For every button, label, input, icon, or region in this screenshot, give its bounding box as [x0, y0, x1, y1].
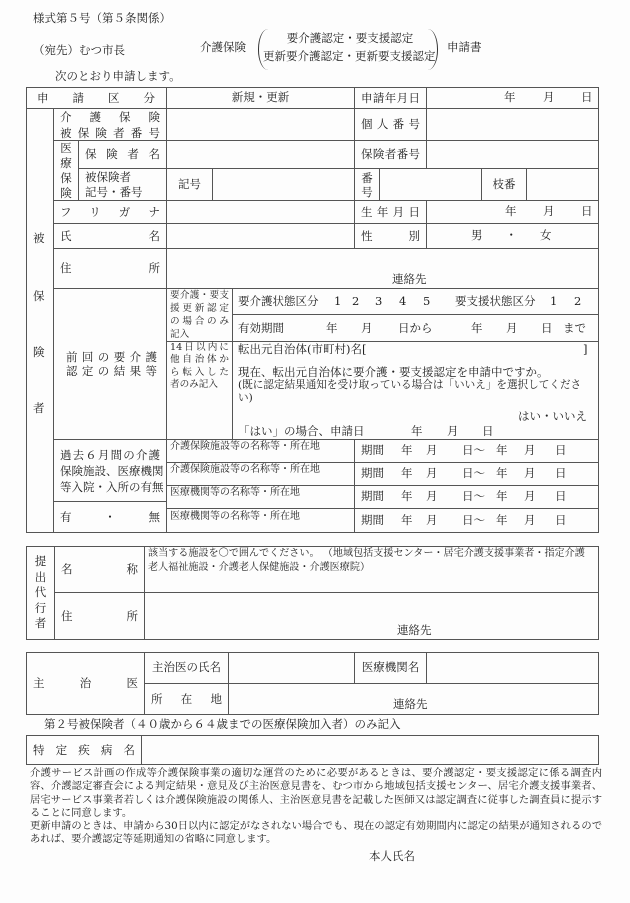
transfer-origin-label: 転出元自治体(市町村)名[: [238, 342, 367, 356]
if-yes-application-date-label: 「はい」の場合、申請日: [238, 424, 365, 438]
year-unit: 年: [326, 321, 338, 335]
day-unit: 日: [555, 489, 567, 503]
address-label: 住所: [60, 261, 160, 275]
month-unit: 月: [361, 321, 373, 335]
gender-label-cell: [354, 223, 427, 249]
furigana-field[interactable]: [166, 200, 355, 224]
day-unit: 日: [555, 443, 567, 457]
previous-certification-label-cell: [53, 288, 167, 440]
physician-address-label: 所在地: [151, 691, 222, 706]
year-unit: 年: [496, 489, 508, 503]
period-field[interactable]: [354, 439, 599, 463]
personal-number-label-cell: [354, 108, 427, 141]
year-unit: 年: [401, 466, 413, 480]
medical-insurance-vertical-char: 療: [60, 155, 72, 170]
year-unit: 年: [411, 424, 423, 438]
month-unit: 月: [524, 489, 536, 503]
facility-label: 医療機関等の名称等・所在地: [170, 487, 300, 498]
name-label: 氏名: [60, 228, 160, 243]
symbol-label: 記号: [178, 176, 201, 191]
insured-vertical-char: 険: [33, 345, 45, 359]
physician-name-label-cell: [144, 652, 229, 684]
insurer-number-label-cell: [354, 140, 427, 169]
insurer-name-label-cell: [78, 140, 167, 169]
previous-certification-label-line2: 認定の結果等: [66, 364, 157, 378]
number-label-char: 番: [361, 170, 373, 185]
facility-field[interactable]: [166, 508, 355, 533]
name-label-cell: [53, 223, 167, 249]
day-to-unit: 日～: [462, 513, 485, 527]
facility-field[interactable]: [166, 462, 355, 486]
month-unit: 月: [426, 466, 438, 480]
insurer-number-label: 保険者番号: [361, 147, 420, 161]
support-level-label: 要支援状態区分: [455, 294, 536, 308]
specified-disease-field[interactable]: [141, 735, 599, 765]
renewal-only-note: [166, 288, 233, 342]
care-insurance-number-label-line2: 被保険者番号: [60, 125, 160, 140]
insurer-name-label: 保険者名: [85, 147, 160, 161]
yes-no-options[interactable]: はい・いいえ: [518, 409, 587, 423]
physician-contact-label: 連絡先: [393, 697, 428, 711]
year-unit: 年: [471, 321, 483, 335]
year-unit: 年: [505, 204, 517, 218]
month-unit: 月: [524, 466, 536, 480]
care-insurance-number-label-line1: 介護保険: [60, 109, 160, 124]
month-unit: 月: [543, 90, 555, 104]
period-field[interactable]: [354, 462, 599, 486]
application-date-field[interactable]: [426, 87, 599, 109]
care-level-row: [232, 288, 599, 315]
year-unit: 年: [401, 513, 413, 527]
medical-institution-field[interactable]: [426, 652, 599, 684]
secondary-insured-note: 第２号被保険者（４０歳から６４歳までの医療保険加入者）のみ記入: [44, 717, 401, 731]
day-unit: 日: [555, 513, 567, 527]
proxy-name-note: 該当する施設を〇で囲んでください。 （地域包括支援センター・居宅介護支援事業者・指定介護老人福祉施設・介護老人保健施設・介護医療院）: [148, 548, 585, 573]
month-unit: 月: [543, 204, 555, 218]
application-type-options[interactable]: 新規・更新: [231, 90, 290, 105]
admission-history-label-cell: [53, 439, 167, 502]
proxy-address-label-cell: [54, 592, 145, 640]
facility-label: 介護保険施設等の名称等・所在地: [170, 441, 320, 452]
medical-institution-label-cell: [354, 652, 427, 684]
insurer-number-field[interactable]: [426, 140, 599, 169]
proxy-name-label: 名称: [61, 562, 138, 576]
day-unit: 日: [581, 90, 593, 104]
support-level-option[interactable]: 1: [550, 294, 558, 308]
year-unit: 年: [496, 466, 508, 480]
day-to-unit: 日～: [462, 443, 485, 457]
period-label: 期間: [361, 489, 384, 503]
proxy-vertical-char: 提: [34, 554, 47, 569]
facility-label: 介護保険施設等の名称等・所在地: [170, 464, 320, 475]
furigana-label: フリガナ: [60, 204, 160, 219]
admission-history-label-line: 過去６月間の介護: [60, 447, 160, 462]
insured-symbol-number-label-line1: 被保険者: [85, 169, 131, 184]
care-level-option[interactable]: 2: [352, 294, 360, 308]
renewal-note-line: 援更新認定: [170, 303, 229, 314]
month-unit: 月: [506, 321, 518, 335]
number-field[interactable]: [379, 168, 482, 201]
medical-insurance-vertical-char: 保: [60, 170, 72, 185]
physician-name-label: 主治医の氏名: [152, 660, 221, 675]
care-insurance-number-label-cell: [53, 108, 167, 141]
contact-label: 連絡先: [392, 272, 427, 286]
proxy-vertical-char: 代: [34, 585, 47, 600]
month-unit: 月: [524, 443, 536, 457]
day-to-unit: 日～: [462, 489, 485, 503]
transfer-details: [232, 341, 599, 440]
validity-period-row[interactable]: [232, 314, 599, 342]
month-unit: 月: [524, 513, 536, 527]
personal-number-label: 個人番号: [361, 117, 420, 131]
specified-disease-label-cell: [26, 735, 142, 765]
year-unit: 年: [504, 90, 516, 104]
transfer-note-line: ら転入した: [170, 366, 229, 378]
title-suffix: 申請書: [447, 40, 482, 54]
facility-field[interactable]: [166, 439, 355, 463]
birthdate-label-cell: [354, 200, 427, 224]
proxy-vertical-char: 出: [34, 569, 47, 584]
care-level-option[interactable]: 3: [375, 294, 383, 308]
transfer-question-note: (既に認定結果通知を受け取っている場合は「いいえ」を選択してください): [238, 379, 582, 404]
care-insurance-number-field[interactable]: [166, 108, 355, 141]
renewal-note-line: 要介護・要支: [170, 290, 229, 301]
address-field[interactable]: [166, 248, 599, 289]
insured-vertical-char: 被: [33, 231, 45, 245]
transfer-origin-close: ]: [583, 342, 588, 356]
insured-symbol-number-label-cell: [78, 168, 167, 201]
furigana-label-cell: [53, 200, 167, 224]
signature-field[interactable]: [410, 846, 590, 866]
gender-field[interactable]: [426, 223, 599, 249]
year-unit: 年: [401, 489, 413, 503]
presence-options[interactable]: 有・無: [60, 509, 160, 524]
gender-options[interactable]: 男・女: [471, 228, 575, 242]
month-unit: 月: [426, 443, 438, 457]
care-level-label: 要介護状態区分: [238, 294, 319, 308]
proxy-vertical-char: 行: [34, 600, 47, 615]
month-unit: 月: [426, 513, 438, 527]
application-type-label: 申請区分: [37, 90, 155, 105]
period-field[interactable]: [354, 508, 599, 533]
medical-insurance-vertical-char: 医: [60, 140, 72, 155]
intro-text: 次のとおり申請します。: [55, 69, 181, 83]
insured-vertical-char: 保: [33, 289, 45, 303]
day-to-unit: 日～: [462, 466, 485, 480]
year-unit: 年: [401, 443, 413, 457]
medical-institution-label: 医療機関名: [361, 660, 420, 675]
until-unit: まで: [563, 321, 586, 335]
branch-number-field[interactable]: [526, 168, 599, 201]
number-label-cell: [354, 168, 380, 201]
support-level-option[interactable]: 2: [574, 294, 582, 308]
application-date-label-cell: [354, 87, 427, 109]
period-label: 期間: [361, 443, 384, 457]
consent-paragraph: 介護サービス計画の作成等介護保険事業の適切な運営のために必要があるときは、要介護認定・要支援認定に係る調査内容、介護認定審査会による判定結果・意見及び主治医意見書を、むつ市から地域包括支援センター、居宅介護支援事業者、居宅サービス事業者若しくは介護保険施設の関係人、主治医意見書を記載した医師又は認定調査に従事した調査員に提示することに同意します。: [30, 767, 602, 820]
medical-insurance-vertical-char: 険: [60, 185, 72, 200]
physician-address-label-cell: [144, 683, 229, 715]
application-type-label-cell: [26, 87, 167, 109]
symbol-label-cell: [166, 168, 213, 201]
care-level-option[interactable]: 5: [423, 294, 431, 308]
validity-period-label: 有効期間: [238, 321, 284, 335]
addressee: （宛先）むつ市長: [33, 43, 125, 57]
insurer-name-field[interactable]: [166, 140, 355, 169]
title-option-2[interactable]: 更新要介護認定・更新要支援認定: [263, 49, 436, 63]
month-unit: 月: [447, 424, 459, 438]
care-level-option[interactable]: 4: [399, 294, 407, 308]
admission-history-label-line: 等入院・入所の有無: [60, 479, 164, 494]
proxy-address-label: 住所: [61, 608, 138, 623]
presence-options-cell[interactable]: [53, 501, 167, 533]
transfer-note-line: 14日以内に: [170, 342, 229, 353]
day-unit: 日: [555, 466, 567, 480]
physician-name-field[interactable]: [228, 652, 355, 684]
day-from-unit: 日から: [398, 321, 433, 335]
facility-field[interactable]: [166, 485, 355, 509]
attending-physician-label-cell: [26, 652, 145, 715]
signature-label: 本人氏名: [369, 849, 415, 863]
renewal-note-line: の場合のみ: [170, 316, 229, 327]
transfer-question: 現在、転出元自治体に要介護・要支援認定を申請中ですか。: [238, 365, 549, 379]
period-field[interactable]: [354, 485, 599, 509]
renewal-note-line: 記入: [170, 329, 190, 340]
transfer-note-line: 者のみ記入: [170, 379, 218, 391]
form-number: 様式第５号（第５条関係）: [33, 11, 171, 25]
insured-vertical-char: 者: [33, 401, 45, 415]
attending-physician-label: 主治医: [33, 676, 138, 690]
period-label: 期間: [361, 466, 384, 480]
personal-number-field[interactable]: [426, 108, 599, 141]
day-unit: 日: [541, 321, 553, 335]
gender-label: 性別: [361, 228, 420, 243]
application-date-label: 申請年月日: [361, 90, 420, 105]
proxy-vertical-char: 者: [34, 616, 47, 631]
title-option-1[interactable]: 要介護認定・要支援認定: [286, 31, 414, 45]
number-label-char: 号: [361, 184, 373, 199]
birthdate-label: 生年月日: [361, 204, 420, 219]
proxy-name-field[interactable]: [144, 546, 599, 593]
address-label-cell: [53, 248, 167, 289]
proxy-contact-label: 連絡先: [397, 623, 432, 637]
symbol-field[interactable]: [212, 168, 355, 201]
proxy-address-field[interactable]: [144, 592, 599, 640]
consent-paragraph: 更新申請のときは、申請から30日以内に認定がなされない場合でも、現在の認定有効期間内に認定の結果が通知されるのであれば、要介護認定等延期通知の省略に同意します。: [30, 820, 602, 846]
day-unit: 日: [482, 424, 494, 438]
admission-history-label-line: 保険施設、医療機関: [60, 463, 164, 478]
name-field[interactable]: [166, 223, 355, 249]
birthdate-field[interactable]: [426, 200, 599, 224]
specified-disease-label: 特定疾病名: [33, 742, 135, 757]
transfer-note-line: 他自治体か: [170, 354, 229, 366]
insured-person-section-label: [26, 108, 54, 533]
year-unit: 年: [496, 513, 508, 527]
insured-symbol-number-label-line2: 記号・番号: [85, 184, 143, 199]
care-level-option[interactable]: 1: [334, 294, 342, 308]
branch-number-label-cell: [481, 168, 527, 201]
facility-label: 医療機関等の名称等・所在地: [170, 511, 300, 522]
month-unit: 月: [426, 489, 438, 503]
branch-number-label: 枝番: [492, 176, 516, 191]
proxy-section-label: [26, 546, 55, 640]
year-unit: 年: [496, 443, 508, 457]
medical-insurance-label: [53, 140, 79, 201]
previous-certification-label-line1: 前回の要介護: [66, 350, 157, 364]
physician-address-field[interactable]: [228, 683, 599, 715]
title-prefix: 介護保険: [200, 40, 246, 54]
day-unit: 日: [581, 204, 593, 218]
period-label: 期間: [361, 513, 384, 527]
proxy-name-label-cell: [54, 546, 145, 593]
transfer-only-note: [166, 341, 233, 440]
application-type-field[interactable]: [166, 87, 355, 109]
